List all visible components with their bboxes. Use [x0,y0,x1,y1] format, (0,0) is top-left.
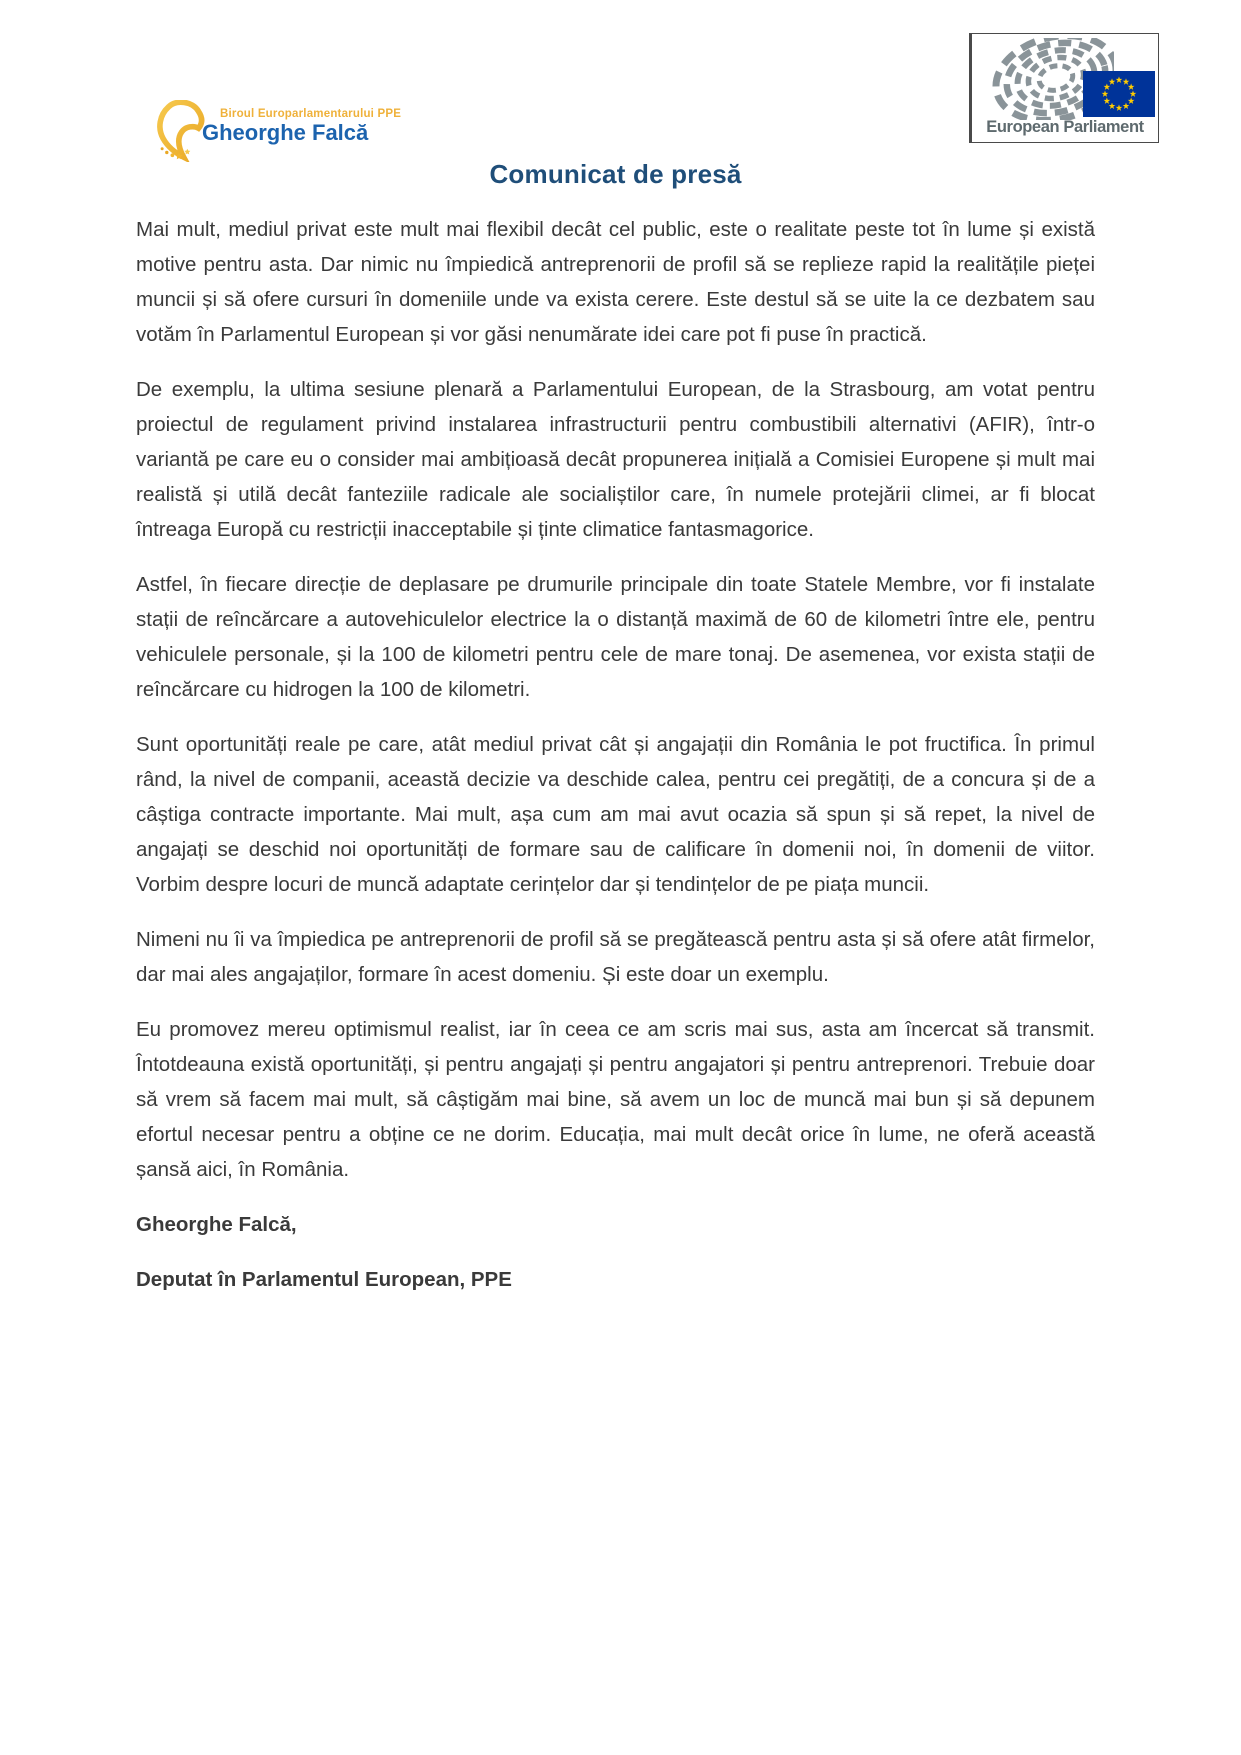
signature-name: Gheorghe Falcă, [136,1213,297,1236]
heart-logo-icon [150,100,206,162]
european-parliament-logo [969,33,1159,143]
paragraph: Sunt oportunități reale pe care, atât mediul privat cât și angajații din România le pot fructifica. În primul rând, la nivel de companii, această decizie va deschide calea, pentru cei pregătiți, de a concura și de a câștiga contracte importante. Mai mult, așa cum am mai avut ocazia să spun și să repet, la nivel de angajați se deschid noi oportunități de formare sau de calificare în domenii noi, în domenii de viitor. Vorbim despre locuri de muncă adaptate cerințelor dar și tendințelor de pe piața muncii. [136,733,1095,896]
office-logo-tagline: Biroul Europarlamentarului PPE [220,108,402,120]
page-title: Comunicat de presă [489,159,742,190]
document-body [136,212,1095,1317]
office-logo [150,96,402,164]
paragraph: Eu promovez mereu optimismul realist, iar în ceea ce am scris mai sus, asta am încercat să transmit. Întotdeauna există oportunități, și pentru angajați și pentru angajatori și pentru antreprenori. Trebuie doar să vrem să facem mai mult, să câștigăm mai bine, să avem un loc de muncă mai bun și să depunem efortul necesar pentru a obține ce ne dorim. Educația, mai mult decât orice în lume, ne oferă această șansă aici, în România. [136,1018,1095,1181]
eu-flag-icon [1083,71,1155,117]
paragraph: Nimeni nu îi va împiedica pe antreprenorii de profil să se pregătească pentru asta și să ofere atât firmelor, dar mai ales angajaților, formare în acest domeniu. Și este doar un exemplu. [136,928,1095,986]
paragraph: De exemplu, la ultima sesiune plenară a Parlamentului European, de la Strasbourg, am votat pentru proiectul de regulament privind instalarea infrastructurii pentru combustibili alternativi (AFIR), într-o variantă pe care eu o consider mai ambițioasă decât propunerea inițială a Comisiei Europene și mult mai realistă și utilă decât fanteziile radicale ale socialiștilor care, în numele protejării climei, ar fi blocat întreaga Europă cu restricții inacceptabile și ținte climatice fantasmagorice. [136,378,1095,541]
paragraph: Mai mult, mediul privat este mult mai flexibil decât cel public, este o realitate peste tot în lume și există motive pentru asta. Dar nimic nu împiedică antreprenorii de profil să se replieze rapid la realitățile pieței muncii și să ofere cursuri în domeniile unde va exista cerere. Este destul să se uite la ce dezbatem sau votăm în Parlamentul European și vor găsi nenumărate idei care pot fi puse în practică. [136,218,1095,346]
european-parliament-label: European Parliament [986,118,1144,136]
office-logo-name: Gheorghe Falcă [202,120,369,145]
signature-role: Deputat în Parlamentul European, PPE [136,1268,512,1291]
paragraph: Astfel, în fiecare direcție de deplasare pe drumurile principale din toate Statele Membre, vor fi instalate stații de reîncărcare a autovehiculelor electrice la o distanță maximă de 60 de kilometri între ele, pentru vehiculele personale, și la 100 de kilometri pentru cele de mare tonaj. De asemenea, vor exista stații de reîncărcare cu hidrogen la 100 de kilometri. [136,573,1095,701]
star-icon [184,149,190,155]
